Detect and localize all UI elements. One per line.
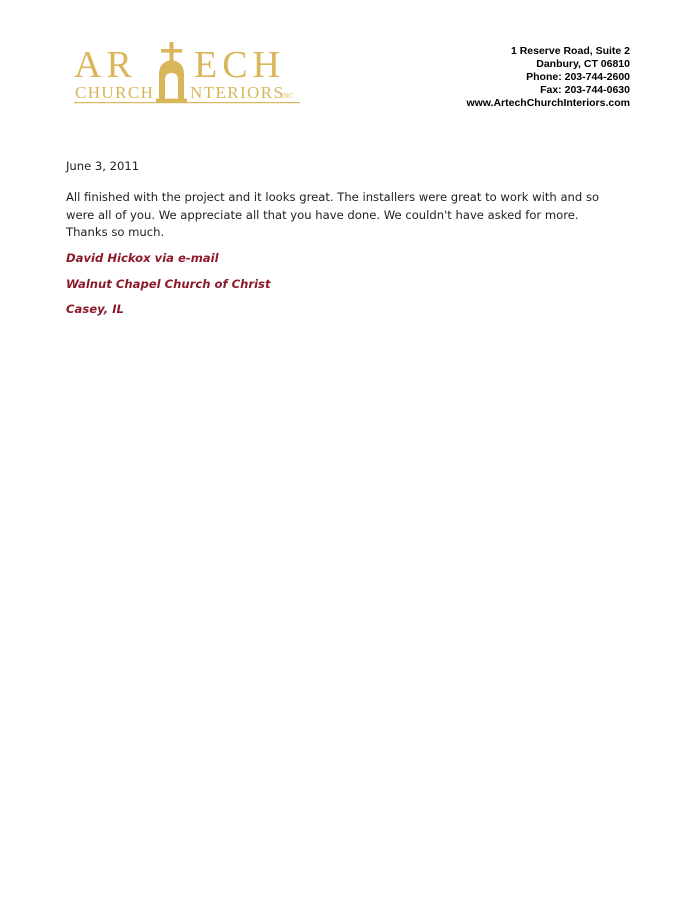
letter-closing: Thanks so much. [66, 225, 165, 239]
logo-text-top-right: ECH [194, 44, 285, 86]
logo-text-top-left: AR [74, 44, 137, 86]
logo-text-suffix: INC [281, 92, 294, 100]
letter-body [66, 158, 636, 327]
church-cross-icon [156, 42, 187, 102]
address-city: Danbury, CT 06810 [536, 58, 630, 70]
address-street: 1 Reserve Road, Suite 2 [510, 45, 630, 57]
signature-name: David Hickox via e-mail [66, 251, 219, 265]
artech-logo [72, 40, 304, 106]
signature-location: Casey, IL [66, 302, 124, 316]
address-phone: Phone: 203-744-2600 [526, 71, 630, 83]
signature-organization: Walnut Chapel Church of Christ [66, 276, 271, 291]
address-fax: Fax: 203-744-0630 [540, 84, 630, 96]
address-website: www.ArtechChurchInteriors.com [466, 97, 630, 109]
letter-date: June 3, 2011 [66, 159, 140, 173]
letter-paragraph: All finished with the project and it looks great. The installers were great to work with and so were all of you. We appreciate all that you have done. We couldn't have asked for more. [66, 190, 600, 222]
logo-underline [74, 102, 300, 103]
logo-text-bottom-right: NTERIORS [190, 83, 285, 102]
logo-graphic [72, 40, 304, 106]
company-address [466, 45, 630, 110]
logo-text-bottom-left: CHURCH [75, 83, 155, 102]
